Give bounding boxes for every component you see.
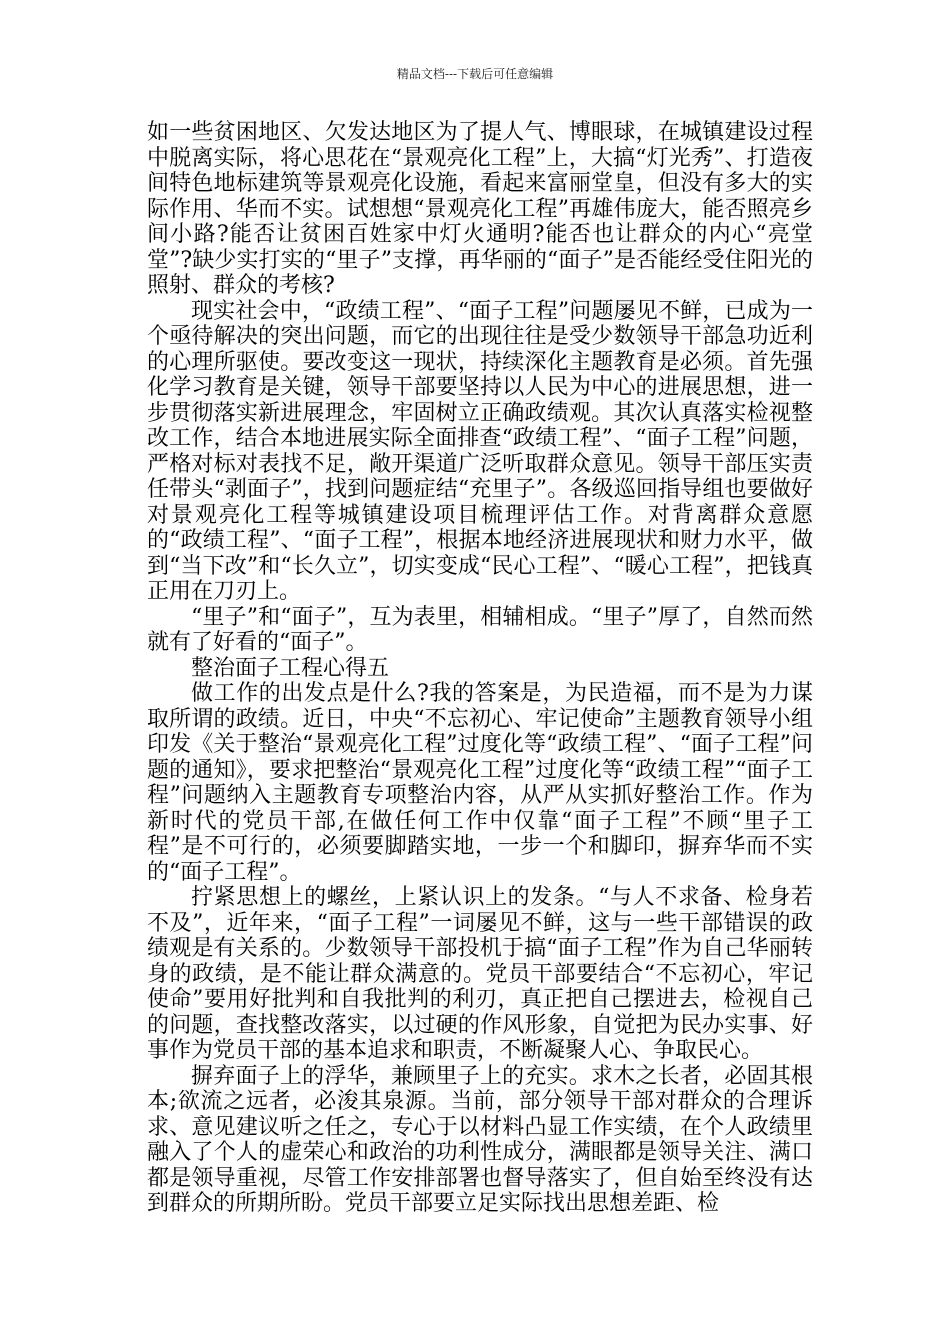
- paragraph-6: 摒弃面子上的浮华，兼顾里子上的充实。求木之长者，必固其根本;欲流之远者，必浚其泉源。当前，部分领导干部对群众的合理诉求、意见建议听之任之，专心于以材料凸显工作实绩，在个人政绩里融入了个人的虚荣心和政治的功利性成分，满眼都是领导关注、满口都是领导重视，尽管工作安排部署也督导落实了，但自始至终没有达到群众的所期所盼。党员干部要立足实际找出思想差距、检: [147, 1063, 813, 1216]
- section-heading: 整治面子工程心得五: [191, 655, 390, 681]
- paragraph-5: 拧紧思想上的螺丝，上紧认识上的发条。“与人不求备、检身若不及”，近年来，“面子工程”一词屡见不鲜，这与一些干部错误的政绩观是有关系的。少数领导干部投机于搞“面子工程”作为自己华丽转身的政绩，是不能让群众满意的。党员干部要结合“不忘初心，牢记使命”要用好批判和自我批判的利刃，真正把自己摆进去，检视自己的问题，查找整改落实，以过硬的作风形象，自觉把为民办实事、好事作为党员干部的基本追求和职责，不断凝聚人心、争取民心。: [147, 885, 813, 1063]
- paragraph-3: “里子”和“面子”，互为表里，相辅相成。“里子”厚了，自然而然就有了好看的“面子”。: [147, 604, 813, 655]
- paragraph-4: 做工作的出发点是什么?我的答案是，为民造福，而不是为力谋取所谓的政绩。近日，中央“不忘初心、牢记使命”主题教育领导小组印发《关于整治“景观亮化工程”过度化等“政绩工程”、“面子工程”问题的通知》，要求把整治“景观亮化工程”过度化等“政绩工程”“面子工程”问题纳入主题教育专项整治内容，从严从实抓好整治工作。作为新时代的党员干部,在做任何工作中仅靠“面子工程”不顾“里子工程”是不可行的，必须要脚踏实地，一步一个和脚印，摒弃华而不实的“面子工程”。: [147, 681, 813, 885]
- page-header: 精品文档---下载后可任意编辑: [396, 67, 554, 81]
- paragraph-2: 现实社会中，“政绩工程”、“面子工程”问题屡见不鲜，已成为一个亟待解决的突出问题，而它的出现往往是受少数领导干部急功近利的心理所驱使。要改变这一现状，持续深化主题教育是必须。首先强化学习教育是关键，领导干部要坚持以人民为中心的进展思想，进一步贯彻落实新进展理念，牢固树立正确政绩观。其次认真落实检视整改工作，结合本地进展实际全面排查“政绩工程”、“面子工程”问题，严格对标对表找不足，敞开渠道广泛听取群众意见。领导干部压实责任带头“剥面子”，找到问题症结“充里子”。各级巡回指导组也要做好对景观亮化工程等城镇建设项目梳理评估工作。对背离群众意愿的“政绩工程”、“面子工程”，根据本地经济进展现状和财力水平，做到“当下改”和“长久立”，切实变成“民心工程”、“暖心工程”，把钱真正用在刀刃上。: [147, 298, 813, 604]
- paragraph-1: 如一些贫困地区、欠发达地区为了提人气、博眼球，在城镇建设过程中脱离实际，将心思花在“景观亮化工程”上，大搞“灯光秀”、打造夜间特色地标建筑等景观亮化设施，看起来富丽堂皇，但没有多大的实际作用、华而不实。试想想“景观亮化工程”再雄伟庞大，能否照亮乡间小路?能否让贫困百姓家中灯火通明?能否也让群众的内心“亮堂堂”?缺少实打实的“里子”支撑，再华丽的“面子”是否能经受住阳光的照射、群众的考核?: [147, 120, 813, 298]
- document-body: [147, 120, 813, 1217]
